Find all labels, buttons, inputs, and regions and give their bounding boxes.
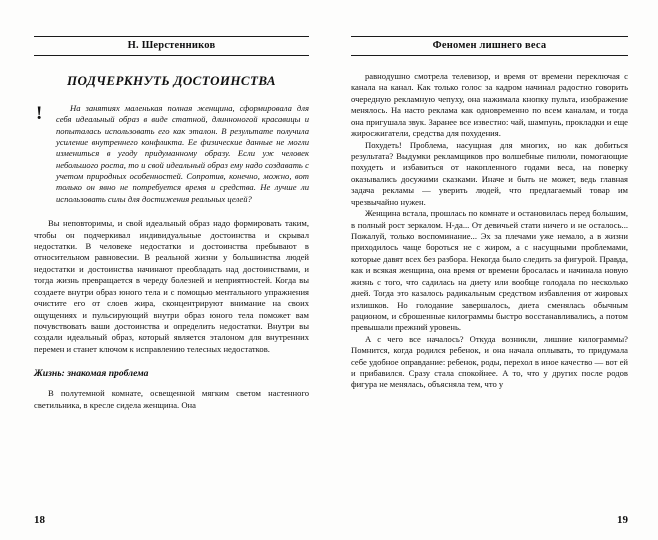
left-running-head-text: Н. Шерстенников <box>127 40 216 51</box>
rule-bottom <box>351 55 628 56</box>
rule-top <box>351 36 628 37</box>
right-running-head <box>351 36 628 59</box>
left-running-head <box>34 36 309 59</box>
right-page <box>329 0 658 540</box>
page-number-left: 18 <box>34 514 45 526</box>
paragraph: Похудеть! Проблема, насущная для многих, но как добиться результата? Выдумки рекламщиков про волшебные пилюли, помогающие похудеть и избавиться от накопленного годами веса, на поверку оказывались досужими сказками. Иначе и быть не может, ведь главная задача рекламы — уверить людей, что предлагаемый товар им чрезвычайно нужен. <box>351 139 628 207</box>
paragraph: А с чего все началось? Откуда возникли, лишние килограммы? Помнится, когда родился ребенок, и она начала оплывать, то придумала себе удобное оправдание: ребенок, роды, перехол в иное качество — вот ей и прибавился. Сразу стала спокойнее. А то, что у других после родов фигура не менялась, объясняла тем, что у <box>351 333 628 390</box>
paragraph: В полутемной комнате, освещенной мягким светом настенного светильника, в кресле сидела женщина. Она <box>34 388 309 410</box>
rule-bottom <box>34 55 309 56</box>
rule-top <box>34 36 309 37</box>
paragraph: Вы неповторимы, и свой идеальный образ надо формировать таким, чтобы он подчеркивал индивидуальные достоинства и скрывал недостатки. В человеке недостатки и достоинства пребывают в относительном равновесии. В реальной жизни у большинства людей недостатки и достоинства начинают преобладать над достоинствами, и тогда жизнь превращается в череду болезней и неприятностей. Когда вы создаете внутри образ юного тела и с помощью ментального упражнения очистите его от слоев жира, сконцентрируют внимание на своих ощущениях и пульсирующий внутри образ юного тела поможет вам почувствовать ваши достоинства и определить недостатки. Внутри вы создали идеальный образ, который является эталоном для внутренних перемен и станет ключом к исправлению телесных недостатков. <box>34 218 309 354</box>
epigraph-text: На занятиях маленькая полная женщина, сформировала для себя идеальный образ в виде статной, длинноногой красавицы и попыталась использовать его как эталон. В результате получила усиление внутреннего конфликта. Ее физические данные не могли измениться в угоду придуманному образу. Если уж человек небольшого роста, то и свой идеальный образ ему надо создавать с учетом природных особенностей. Сопротив, конечно, можно, вот только он явно не потребуется время и средства. Не лучше ли использовать силы для достижения реальных целей? <box>56 103 309 204</box>
section-subhead: Жизнь: знакомая проблема <box>34 368 149 380</box>
chapter-title: ПОДЧЕРКНУТЬ ДОСТОИНСТВА <box>67 73 276 89</box>
paragraph: равнодушно смотрела телевизор, и время от времени переключая с канала на канал. Как только голос за кадром начинал радостно говорить очередную рекламную чепуху, она нажимала кнопку пульта, изображение менялось. На насто реклама как одновременно по всем каналам, и тогда она пригушала звук. Заранее все известно: чай, шампунь, прокладки и еще жиросжигатели, средства для похудения. <box>351 71 628 139</box>
epigraph-block <box>34 103 309 205</box>
page-number-right: 19 <box>617 514 628 526</box>
right-running-head-text: Феномен лишнего веса <box>432 40 547 51</box>
paragraph: Женщина встала, прошлась по комнате и остановилась перед большим, в полный рост зеркалом. Н-да... От девичьей стати ничего и не осталось... Пожалуй, только воспоминание... Эх за плечами уже немало, а в жизни приходилось чаще бороться не с жиром, а с насущными проблемами, которые давят всех без разбора. Некогда было следить за фигурой. Правда, как и всякая женщина, она время от времени бросалась и начинала новую жизнь с того, что садилась на диету или вообще голодала по несколько дней. Тогда это казалось радикальным средством избавления от жировых излишков. Но голодание завершалось, диета сменялась обычным рационом, и сброшенные килограммы быстро восстанавливались, а потом превышали прежний уровень. <box>351 208 628 333</box>
page-gutter <box>329 0 330 540</box>
exclamation-icon: ! <box>36 103 43 125</box>
